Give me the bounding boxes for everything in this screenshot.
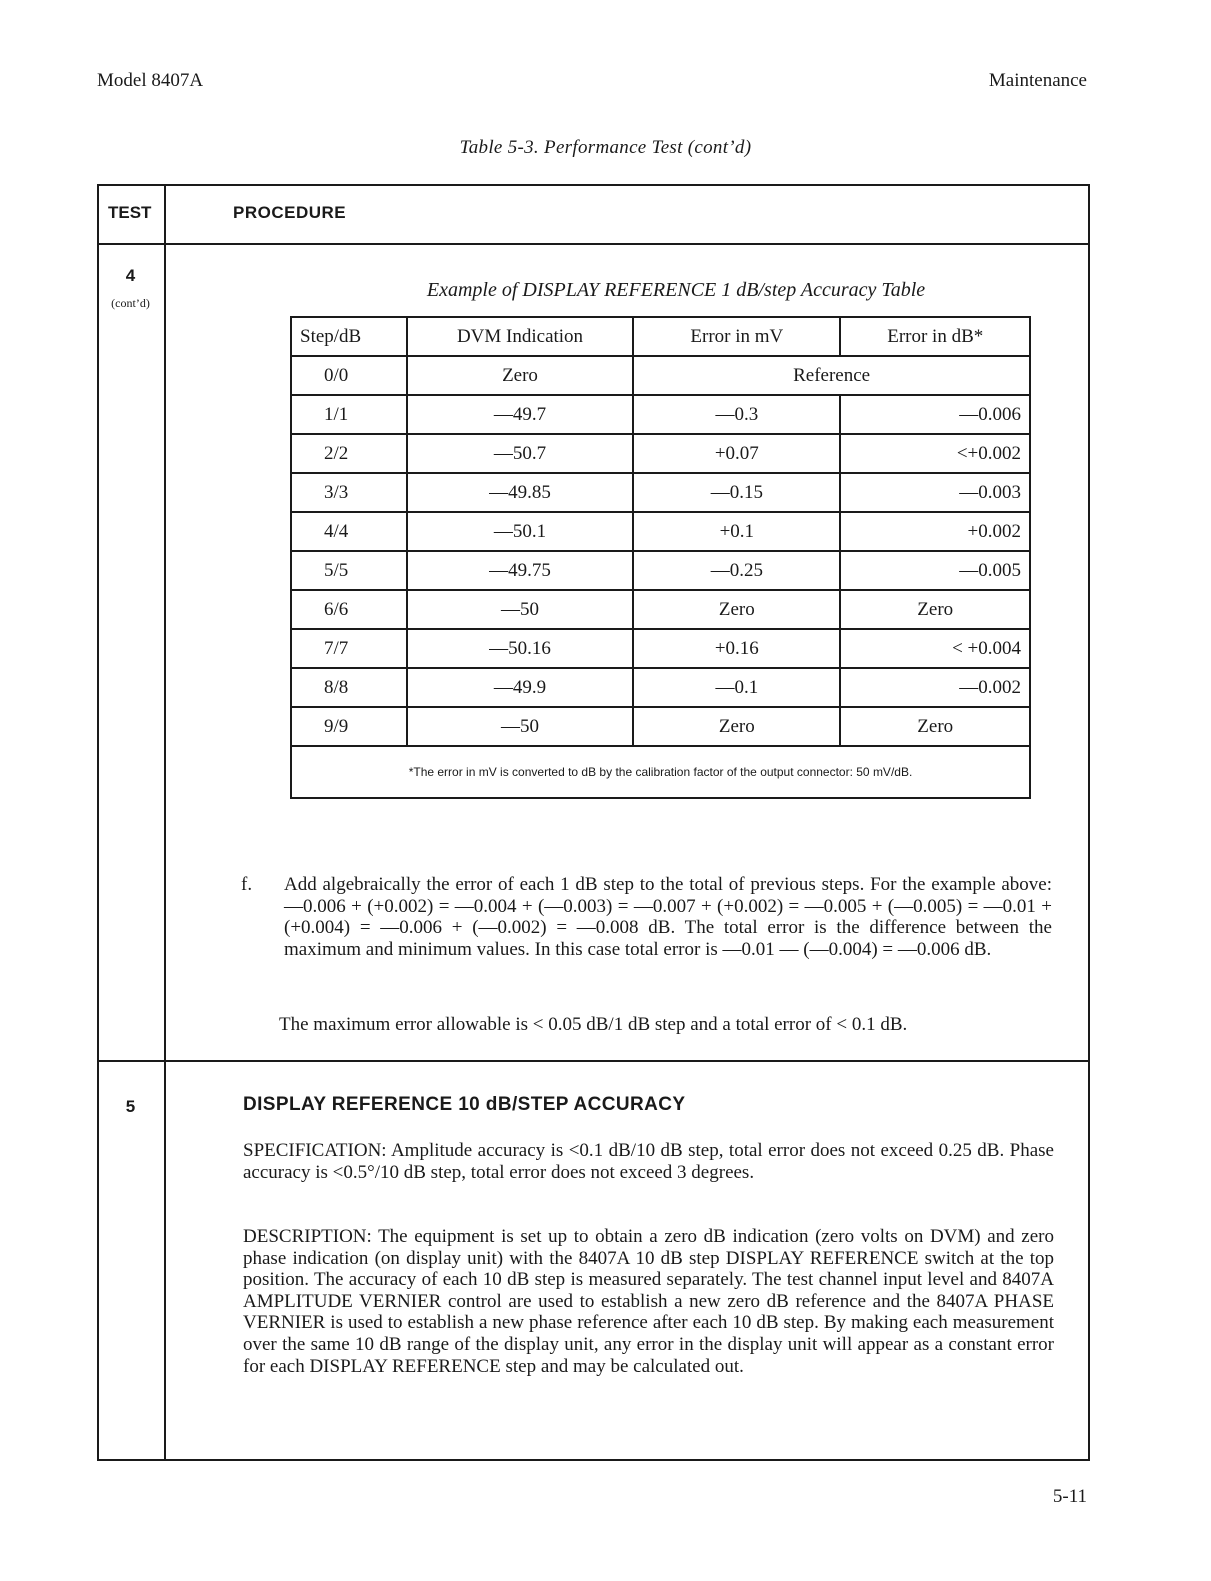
cell-error-mv: +0.1 [633, 512, 840, 551]
cell-step: 8/8 [291, 668, 407, 707]
cell-step: 7/7 [291, 629, 407, 668]
max-error-text: The maximum error allowable is < 0.05 dB/1 dB step and a total error of < 0.1 dB. [279, 1014, 908, 1035]
cell-dvm: —50.1 [407, 512, 633, 551]
accuracy-table [290, 316, 1031, 799]
cell-error-mv: Zero [633, 707, 840, 746]
header-section: Maintenance [988, 70, 1087, 91]
cell-dvm: —50.7 [407, 434, 633, 473]
header-dvm: DVM Indication [407, 317, 633, 356]
page-number: 5-11 [1052, 1486, 1087, 1507]
accuracy-table-header-row [291, 317, 1030, 356]
table-footnote: *The error in mV is converted to dB by the calibration factor of the output connector: 50 mV/dB. [291, 746, 1030, 798]
cell-step: 9/9 [291, 707, 407, 746]
cell-dvm: —50 [407, 590, 633, 629]
header-model: Model 8407A [97, 70, 204, 91]
cell-dvm: —49.85 [407, 473, 633, 512]
cell-error-mv: —0.1 [633, 668, 840, 707]
cell-error-db: Zero [840, 707, 1030, 746]
cell-error-mv: +0.16 [633, 629, 840, 668]
description-text: DESCRIPTION: The equipment is set up to obtain a zero dB indication (zero volts on DVM) and zero phase indication (on display unit) with the 8407A 10 dB step DISPLAY REFERENCE switch at the top position. The accuracy of each 10 dB step is measured separately. The test channel input level and 8407A AMPLITUDE VERNIER control are used to establish a new zero dB reference and the 8407A PHASE VERNIER is used to establish a new phase reference after each 10 dB step. By making each measurement over the same 10 dB range of the display unit, any error in the display unit will appear as a constant error for each DISPLAY REFERENCE step and may be calculated out. [243, 1226, 1054, 1377]
cell-step: 2/2 [291, 434, 407, 473]
cell-error-mv: —0.25 [633, 551, 840, 590]
cell-dvm: —49.7 [407, 395, 633, 434]
specification-text: SPECIFICATION: Amplitude accuracy is <0.1 dB/10 dB step, total error does not exceed 0.25 dB. Phase accuracy is <0.5°/10 dB step, total error does not exceed 3 degrees. [243, 1140, 1054, 1183]
header-row-divider [97, 243, 1090, 245]
cell-error-db: < +0.004 [840, 629, 1030, 668]
table-row [291, 473, 1030, 512]
cell-dvm: —50 [407, 707, 633, 746]
table-row [291, 512, 1030, 551]
test-5-title: DISPLAY REFERENCE 10 dB/STEP ACCURACY [243, 1094, 686, 1115]
cell-error-mv: —0.15 [633, 473, 840, 512]
cell-error-db: —0.005 [840, 551, 1030, 590]
cell-error-db: —0.003 [840, 473, 1030, 512]
cell-dvm: —49.9 [407, 668, 633, 707]
cell-error-mv: —0.3 [633, 395, 840, 434]
header-error-db: Error in dB* [840, 317, 1030, 356]
step-f-letter: f. [241, 874, 253, 895]
table-row [291, 668, 1030, 707]
cell-step: 5/5 [291, 551, 407, 590]
column-divider [164, 184, 166, 1461]
test-5-number: 5 [125, 1097, 136, 1116]
column-header-test: TEST [108, 203, 152, 222]
cell-error-db: <+0.002 [840, 434, 1030, 473]
accuracy-table-title: Example of DISPLAY REFERENCE 1 dB/step Accuracy Table [426, 279, 926, 301]
table-caption: Table 5-3. Performance Test (cont’d) [459, 137, 752, 158]
cell-step: 6/6 [291, 590, 407, 629]
cell-dvm: Zero [407, 356, 633, 395]
table-row [291, 707, 1030, 746]
cell-dvm: —50.16 [407, 629, 633, 668]
table-row [291, 395, 1030, 434]
cell-step: 4/4 [291, 512, 407, 551]
test-4-number: 4 [125, 266, 136, 285]
cell-error-mv: Zero [633, 590, 840, 629]
cell-error-db: —0.006 [840, 395, 1030, 434]
table-row [291, 551, 1030, 590]
cell-step: 1/1 [291, 395, 407, 434]
column-header-procedure: PROCEDURE [233, 203, 347, 222]
cell-error-db: +0.002 [840, 512, 1030, 551]
cell-error-db: —0.002 [840, 668, 1030, 707]
cell-error-db: Zero [840, 590, 1030, 629]
table-row [291, 356, 1030, 395]
table-row [291, 590, 1030, 629]
test-4-subtitle: (cont’d) [111, 296, 150, 310]
header-step: Step/dB [291, 317, 407, 356]
cell-step: 3/3 [291, 473, 407, 512]
cell-dvm: —49.75 [407, 551, 633, 590]
cell-step: 0/0 [291, 356, 407, 395]
cell-reference: Reference [633, 356, 1030, 395]
header-error-mv: Error in mV [633, 317, 840, 356]
table-footnote-row [291, 746, 1030, 798]
table-row [291, 629, 1030, 668]
table-row [291, 434, 1030, 473]
step-f-text: Add algebraically the error of each 1 dB step to the total of previous steps. For the example above: —0.006 + (+0.002) = —0.004 + (—0.003) = —0.007 + (+0.002) = —0.005 + (—0.005) = —0.01 + (+0.004) = —0.006 + (—0.002) = —0.008 dB. The total error is the difference between the maximum and minimum values. In this case total error is —0.01 — (—0.004) = —0.006 dB. [284, 874, 1052, 960]
test-row-divider [97, 1060, 1090, 1062]
cell-error-mv: +0.07 [633, 434, 840, 473]
